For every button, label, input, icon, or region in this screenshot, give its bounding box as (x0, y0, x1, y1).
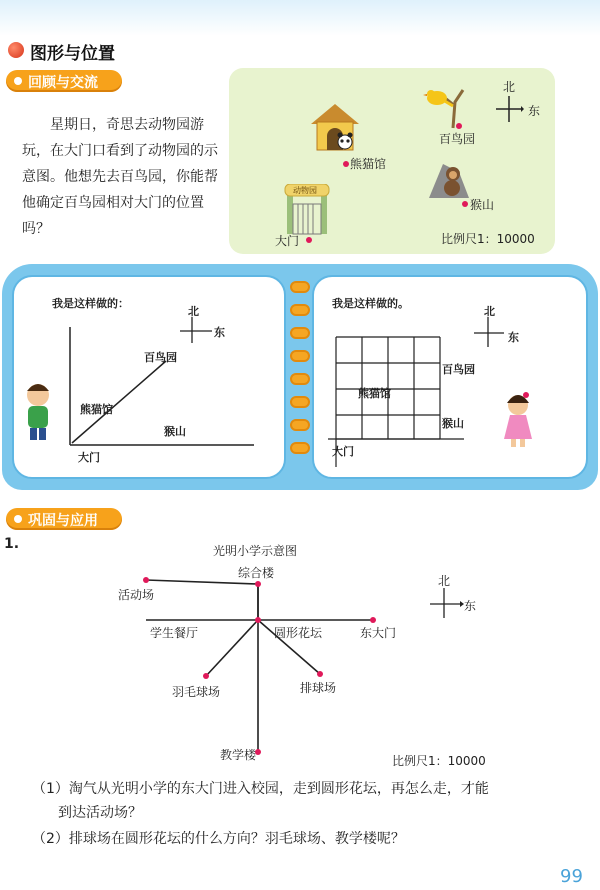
right-east-label: 东 (508, 331, 519, 344)
school-map-title: 光明小学示意图 (213, 544, 298, 558)
exercise-number: 1. (4, 536, 20, 552)
right-monkey-label: 猴山 (442, 417, 464, 430)
page-number: 99 (560, 866, 583, 887)
east-gate-label: 东大门 (360, 626, 397, 640)
activity-label: 活动场 (118, 588, 155, 602)
review-paragraph: 星期日，奇思去动物园游玩，在大门口看到了动物园的示意图。他想先去百鸟园，你能帮他确定百鸟园相对大门的位置吗？ (22, 117, 218, 237)
left-north-label: 北 (188, 305, 199, 318)
zoo-bird-label: 百鸟园 (439, 132, 476, 146)
right-bird-label: 百鸟园 (442, 363, 475, 376)
section-title: 图形与位置 (30, 44, 115, 64)
canteen-label: 学生餐厅 (150, 626, 199, 640)
review-pill-label: 回顾与交流 (28, 75, 98, 91)
zoo-north-label: 北 (503, 80, 516, 94)
left-caption: 我是这样做的： (52, 297, 129, 310)
left-monkey-label: 猴山 (164, 425, 186, 438)
gate-sign-label: 动物园 (293, 186, 317, 195)
school-east-label: 东 (464, 599, 477, 613)
apply-pill-label: 巩固与应用 (28, 513, 98, 529)
volleyball-label: 排球场 (300, 681, 337, 695)
zoo-panda-label: 熊猫馆 (350, 157, 387, 171)
zoo-east-label: 东 (528, 104, 541, 118)
zoo-gate-label: 大门 (275, 234, 300, 248)
right-caption: 我是这样做的。 (332, 297, 409, 310)
zoo-scale-label: 比例尺1：10000 (441, 232, 535, 246)
question-1-continued: 到达活动场？ (58, 805, 142, 821)
school-scale-label: 比例尺1：10000 (392, 754, 486, 768)
school-north-label: 北 (438, 574, 451, 588)
zoo-monkey-label: 猴山 (470, 198, 495, 212)
left-gate-label: 大门 (78, 451, 100, 464)
question-1: （1）淘气从光明小学的东大门进入校园，走到圆形花坛，再怎么走，才能 (32, 781, 489, 797)
left-bird-label: 百鸟园 (144, 351, 177, 364)
question-2: （2）排球场在圆形花坛的什么方向？羽毛球场、教学楼呢？ (32, 831, 405, 847)
complex-label: 综合楼 (238, 566, 275, 580)
flowerbed-label: 圆形花坛 (274, 626, 323, 640)
badminton-label: 羽毛球场 (172, 685, 221, 699)
left-east-label: 东 (214, 326, 225, 339)
right-gate-label: 大门 (332, 445, 354, 458)
right-panda-label: 熊猫馆 (358, 387, 391, 400)
left-panda-label: 熊猫馆 (80, 403, 113, 416)
right-north-label: 北 (484, 305, 495, 318)
teaching-label: 教学楼 (220, 748, 257, 762)
